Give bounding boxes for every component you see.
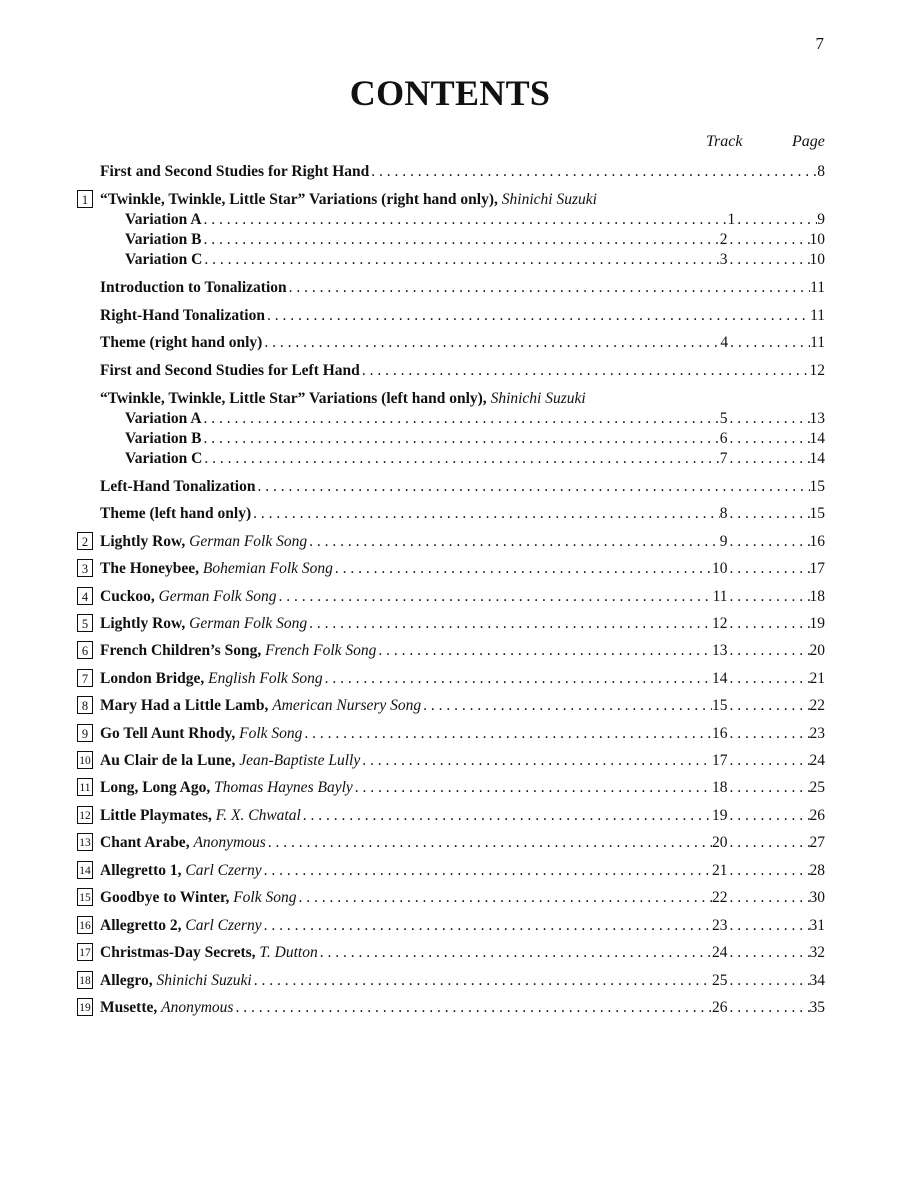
entry-title-wrap: [100, 504, 251, 524]
toc-entry: [100, 477, 825, 497]
entry-title-wrap: [100, 306, 265, 326]
entry-title: Goodbye to Winter,: [100, 889, 230, 906]
track-number-box: 10: [77, 751, 93, 769]
dot-leader: [728, 778, 810, 798]
entry-track: 19: [712, 807, 728, 824]
entry-track: 18: [712, 779, 728, 796]
entry-composer: American Nursery Song: [272, 697, 422, 714]
dot-leader: [728, 943, 810, 963]
entry-page: 16: [809, 533, 825, 550]
entry-composer: Folk Song: [233, 889, 297, 906]
dot-leader: [360, 751, 712, 771]
dot-leader: [728, 888, 810, 908]
entry-composer: English Folk Song: [208, 670, 323, 687]
dot-leader: [728, 751, 810, 771]
dot-leader: [265, 306, 810, 326]
entry-title-wrap: [100, 861, 262, 881]
dot-leader: [728, 614, 810, 634]
track-number-box: 8: [77, 696, 93, 714]
entry-page: 17: [809, 560, 825, 577]
dot-leader: [277, 587, 713, 607]
entry-page: 10: [809, 231, 825, 248]
track-number-box: 6: [77, 641, 93, 659]
entry-title-wrap: [100, 389, 586, 409]
toc-entry: [100, 333, 825, 353]
entry-title-wrap: [125, 409, 202, 429]
entry-track: 25: [712, 972, 728, 989]
entry-title-wrap: [100, 361, 360, 381]
dot-leader: [255, 477, 809, 497]
entry-title: London Bridge,: [100, 670, 205, 687]
entry-title-wrap: [100, 751, 360, 771]
entry-track: 2: [719, 231, 728, 248]
entry-track: 6: [719, 430, 728, 447]
track-number-box: 2: [77, 532, 93, 550]
entry-title-wrap: [125, 250, 202, 270]
dot-leader: [728, 998, 810, 1018]
entry-page: 35: [809, 999, 825, 1016]
track-number-box: 17: [77, 943, 93, 961]
toc-entry: [125, 409, 825, 429]
dot-leader: [202, 409, 720, 429]
dot-leader: [318, 943, 712, 963]
dot-leader: [421, 696, 712, 716]
toc-entry: [125, 210, 825, 230]
entry-title: Chant Arabe,: [100, 834, 190, 851]
toc-row: [0, 587, 900, 607]
entry-track: 3: [719, 251, 728, 268]
toc-entry: [100, 998, 825, 1018]
entry-title: Introduction to Tonalization: [100, 279, 287, 296]
dot-leader: [202, 449, 719, 469]
dot-leader: [202, 429, 720, 449]
entry-title: “Twinkle, Twinkle, Little Star” Variations (right hand only),: [100, 191, 498, 208]
toc-row: [0, 696, 900, 716]
entry-title: Lightly Row,: [100, 615, 186, 632]
toc-row: [0, 751, 900, 771]
entry-page: 25: [809, 779, 825, 796]
toc-entry: [125, 449, 825, 469]
entry-title-wrap: [100, 641, 376, 661]
toc-row: [0, 449, 900, 469]
toc-row: [0, 778, 900, 798]
entry-title-wrap: [100, 778, 353, 798]
entry-title-wrap: [100, 477, 255, 497]
toc-entry: [100, 916, 825, 936]
entry-title: Au Clair de la Lune,: [100, 752, 236, 769]
toc-entry: [125, 250, 825, 270]
dot-leader: [233, 998, 712, 1018]
entry-title-wrap: [100, 559, 333, 579]
entry-track: 10: [712, 560, 728, 577]
track-number-box: 3: [77, 559, 93, 577]
entry-title: Right-Hand Tonalization: [100, 307, 265, 324]
track-number-box: 14: [77, 861, 93, 879]
entry-page: 14: [809, 430, 825, 447]
entry-title: Variation A: [125, 410, 202, 427]
entry-track: 13: [712, 642, 728, 659]
dot-leader: [307, 532, 720, 552]
entry-track: 22: [712, 889, 728, 906]
entry-composer: T. Dutton: [259, 944, 318, 961]
entry-title: Variation B: [125, 231, 202, 248]
entry-title-wrap: [100, 833, 266, 853]
entry-composer: Carl Czerny: [185, 917, 262, 934]
track-number-box: 9: [77, 724, 93, 742]
entry-page: 31: [809, 917, 825, 934]
dot-leader: [728, 971, 810, 991]
track-number-box: 4: [77, 587, 93, 605]
entry-composer: Bohemian Folk Song: [202, 560, 333, 577]
track-number-box: 11: [77, 778, 93, 796]
dot-leader: [728, 696, 810, 716]
toc-entry: [100, 641, 825, 661]
entry-title: Lightly Row,: [100, 533, 186, 550]
toc-row: [0, 614, 900, 634]
entry-page: 10: [809, 251, 825, 268]
entry-title: “Twinkle, Twinkle, Little Star” Variations (left hand only),: [100, 390, 487, 407]
toc-entry: [100, 833, 825, 853]
entry-page: 11: [810, 279, 825, 296]
entry-track: 21: [712, 862, 728, 879]
toc-entry: [100, 559, 825, 579]
toc-row: [0, 190, 900, 210]
dot-leader: [262, 861, 712, 881]
toc-row: [0, 559, 900, 579]
entry-page: 15: [809, 505, 825, 522]
entry-track: 14: [712, 670, 728, 687]
toc-entry: [100, 504, 825, 524]
dot-leader: [728, 449, 810, 469]
entry-composer: F. X. Chwatal: [215, 807, 301, 824]
entry-composer: German Folk Song: [158, 588, 277, 605]
entry-title: French Children’s Song,: [100, 642, 262, 659]
toc-entry: [100, 614, 825, 634]
entry-title: Left-Hand Tonalization: [100, 478, 256, 495]
toc-row: [0, 833, 900, 853]
toc-row: [0, 888, 900, 908]
entry-page: 27: [809, 834, 825, 851]
entry-page: 28: [809, 862, 825, 879]
dot-leader: [735, 210, 817, 230]
entry-title: Mary Had a Little Lamb,: [100, 697, 269, 714]
toc-row: [0, 333, 900, 353]
track-number-box: 1: [77, 190, 93, 208]
toc-entry: [100, 306, 825, 326]
toc-entry: [100, 162, 825, 182]
entry-title-wrap: [100, 916, 262, 936]
entry-composer: German Folk Song: [189, 533, 308, 550]
toc-row: [0, 971, 900, 991]
dot-leader: [369, 162, 817, 182]
dot-leader: [287, 278, 810, 298]
entry-title-wrap: [100, 614, 307, 634]
dot-leader: [307, 614, 712, 634]
entry-track: 9: [719, 533, 728, 550]
entry-composer: Shinichi Suzuki: [156, 972, 252, 989]
entry-title-wrap: [125, 429, 202, 449]
entry-page: 12: [809, 362, 825, 379]
entry-track: 23: [712, 917, 728, 934]
toc-row: [0, 504, 900, 524]
toc-row: [0, 278, 900, 298]
toc-row: [0, 532, 900, 552]
entry-track: 26: [712, 999, 728, 1016]
entry-title: Variation A: [125, 211, 202, 228]
toc-row: [0, 477, 900, 497]
entry-page: 14: [809, 450, 825, 467]
page-number: 7: [815, 34, 824, 53]
entry-track: 7: [719, 450, 728, 467]
toc-row: [0, 409, 900, 429]
toc-row: [0, 806, 900, 826]
dot-leader: [728, 504, 810, 524]
dot-leader: [728, 669, 810, 689]
dot-leader: [728, 833, 810, 853]
dot-leader: [353, 778, 712, 798]
track-number-box: 13: [77, 833, 93, 851]
track-number-box: 19: [77, 998, 93, 1016]
entry-track: 8: [719, 505, 728, 522]
toc-row: [0, 230, 900, 250]
toc-row: [0, 861, 900, 881]
entry-title: The Honeybee,: [100, 560, 200, 577]
entry-title: Christmas-Day Secrets,: [100, 944, 256, 961]
entry-track: 12: [712, 615, 728, 632]
dot-leader: [202, 210, 728, 230]
dot-leader: [202, 250, 719, 270]
toc-entry: [100, 888, 825, 908]
entry-title: Allegretto 2,: [100, 917, 182, 934]
entry-title-wrap: [100, 162, 369, 182]
toc-entry: [100, 361, 825, 381]
entry-page: 19: [809, 615, 825, 632]
dot-leader: [252, 971, 712, 991]
entry-track: 4: [720, 334, 729, 351]
entry-page: 11: [810, 307, 825, 324]
track-number-box: 18: [77, 971, 93, 989]
toc-entry: [125, 230, 825, 250]
entry-page: 26: [809, 807, 825, 824]
page-title: CONTENTS: [349, 73, 551, 113]
toc-row: [0, 916, 900, 936]
dot-leader: [262, 333, 720, 353]
entry-track: 15: [712, 697, 728, 714]
dot-leader: [302, 724, 712, 744]
entry-title: Variation C: [125, 251, 203, 268]
track-number-box: 16: [77, 916, 93, 934]
entry-title-wrap: [125, 210, 202, 230]
entry-title-wrap: [100, 888, 296, 908]
toc-entry: [100, 190, 597, 210]
entry-title: Little Playmates,: [100, 807, 212, 824]
entry-title-wrap: [100, 724, 302, 744]
dot-leader: [301, 806, 712, 826]
entry-title: Allegretto 1,: [100, 862, 182, 879]
entry-composer: Folk Song: [239, 725, 303, 742]
entry-page: 8: [817, 163, 825, 180]
toc-entry: [100, 751, 825, 771]
toc-entry: [100, 943, 825, 963]
entry-composer: Carl Czerny: [185, 862, 262, 879]
entry-title-wrap: [100, 669, 323, 689]
track-number-box: 5: [77, 614, 93, 632]
dot-leader: [251, 504, 720, 524]
toc-entry: [100, 724, 825, 744]
track-number-box: 7: [77, 669, 93, 687]
dot-leader: [360, 361, 810, 381]
toc-row: [0, 429, 900, 449]
dot-leader: [323, 669, 712, 689]
entry-title: Allegro,: [100, 972, 153, 989]
entry-track: 17: [712, 752, 728, 769]
entry-page: 21: [809, 670, 825, 687]
entry-title-wrap: [100, 696, 421, 716]
entry-title-wrap: [100, 971, 252, 991]
entry-title-wrap: [100, 278, 287, 298]
dot-leader: [728, 806, 810, 826]
entry-title: Variation B: [125, 430, 202, 447]
entry-title: Theme (left hand only): [100, 505, 252, 522]
dot-leader: [728, 641, 810, 661]
entry-track: 20: [712, 834, 728, 851]
entry-title: Musette,: [100, 999, 158, 1016]
dot-leader: [728, 230, 810, 250]
entry-title: Long, Long Ago,: [100, 779, 211, 796]
entry-page: 15: [809, 478, 825, 495]
entry-page: 30: [809, 889, 825, 906]
entry-track: 24: [712, 944, 728, 961]
entry-composer: Shinichi Suzuki: [490, 390, 586, 407]
toc-entry: [100, 278, 825, 298]
entry-title: Theme (right hand only): [100, 334, 263, 351]
dot-leader: [728, 333, 810, 353]
entry-page: 24: [809, 752, 825, 769]
entry-page: 23: [809, 725, 825, 742]
entry-title-wrap: [100, 333, 262, 353]
entry-page: 22: [809, 697, 825, 714]
dot-leader: [333, 559, 712, 579]
dot-leader: [728, 532, 810, 552]
dot-leader: [728, 409, 810, 429]
entry-title: First and Second Studies for Left Hand: [100, 362, 360, 379]
entry-composer: Anonymous: [161, 999, 234, 1016]
entry-title: Cuckoo,: [100, 588, 155, 605]
entry-composer: German Folk Song: [189, 615, 308, 632]
entry-page: 11: [810, 334, 825, 351]
toc-row: [0, 361, 900, 381]
toc-row: [0, 641, 900, 661]
toc-row: [0, 389, 900, 409]
toc-entry: [100, 806, 825, 826]
entry-title-wrap: [100, 532, 307, 552]
entry-track: 1: [727, 211, 736, 228]
toc-row: [0, 724, 900, 744]
entry-track: 11: [712, 588, 728, 605]
entry-composer: French Folk Song: [265, 642, 377, 659]
toc-row: [0, 669, 900, 689]
toc-entry: [100, 669, 825, 689]
dot-leader: [728, 724, 810, 744]
toc-row: [0, 998, 900, 1018]
entry-title: Go Tell Aunt Rhody,: [100, 725, 236, 742]
toc-entry: [100, 532, 825, 552]
dot-leader: [728, 861, 810, 881]
entry-page: 20: [809, 642, 825, 659]
entry-track: 16: [712, 725, 728, 742]
dot-leader: [728, 429, 810, 449]
toc-row: [0, 943, 900, 963]
dot-leader: [728, 587, 810, 607]
toc-entry: [100, 861, 825, 881]
entry-page: 9: [817, 211, 825, 228]
toc-entry: [125, 429, 825, 449]
entry-page: 18: [809, 588, 825, 605]
toc-row: [0, 210, 900, 230]
entry-page: 34: [809, 972, 825, 989]
entry-title-wrap: [100, 943, 318, 963]
page-column-header: Page: [792, 133, 825, 150]
track-column-header: Track: [706, 133, 743, 150]
entry-composer: Anonymous: [193, 834, 266, 851]
track-number-box: 12: [77, 806, 93, 824]
entry-title-wrap: [100, 190, 597, 210]
entry-composer: Jean-Baptiste Lully: [239, 752, 361, 769]
toc-row: [0, 306, 900, 326]
dot-leader: [728, 250, 810, 270]
entry-page: 32: [809, 944, 825, 961]
entry-composer: Thomas Haynes Bayly: [214, 779, 353, 796]
entry-title-wrap: [100, 587, 277, 607]
dot-leader: [266, 833, 712, 853]
entry-title-wrap: [100, 806, 301, 826]
dot-leader: [296, 888, 712, 908]
entry-title: First and Second Studies for Right Hand: [100, 163, 370, 180]
toc-entry: [100, 587, 825, 607]
dot-leader: [262, 916, 712, 936]
dot-leader: [728, 916, 810, 936]
toc-entry: [100, 389, 586, 409]
entry-title-wrap: [125, 449, 202, 469]
dot-leader: [728, 559, 810, 579]
dot-leader: [376, 641, 712, 661]
toc-entry: [100, 696, 825, 716]
entry-composer: Shinichi Suzuki: [501, 191, 597, 208]
entry-title: Variation C: [125, 450, 203, 467]
toc-entry: [100, 971, 825, 991]
entry-title-wrap: [100, 998, 233, 1018]
track-number-box: 15: [77, 888, 93, 906]
entry-track: 5: [719, 410, 728, 427]
entry-title-wrap: [125, 230, 202, 250]
entry-page: 13: [809, 410, 825, 427]
toc-row: [0, 162, 900, 182]
toc-entry: [100, 778, 825, 798]
dot-leader: [202, 230, 720, 250]
toc-row: [0, 250, 900, 270]
